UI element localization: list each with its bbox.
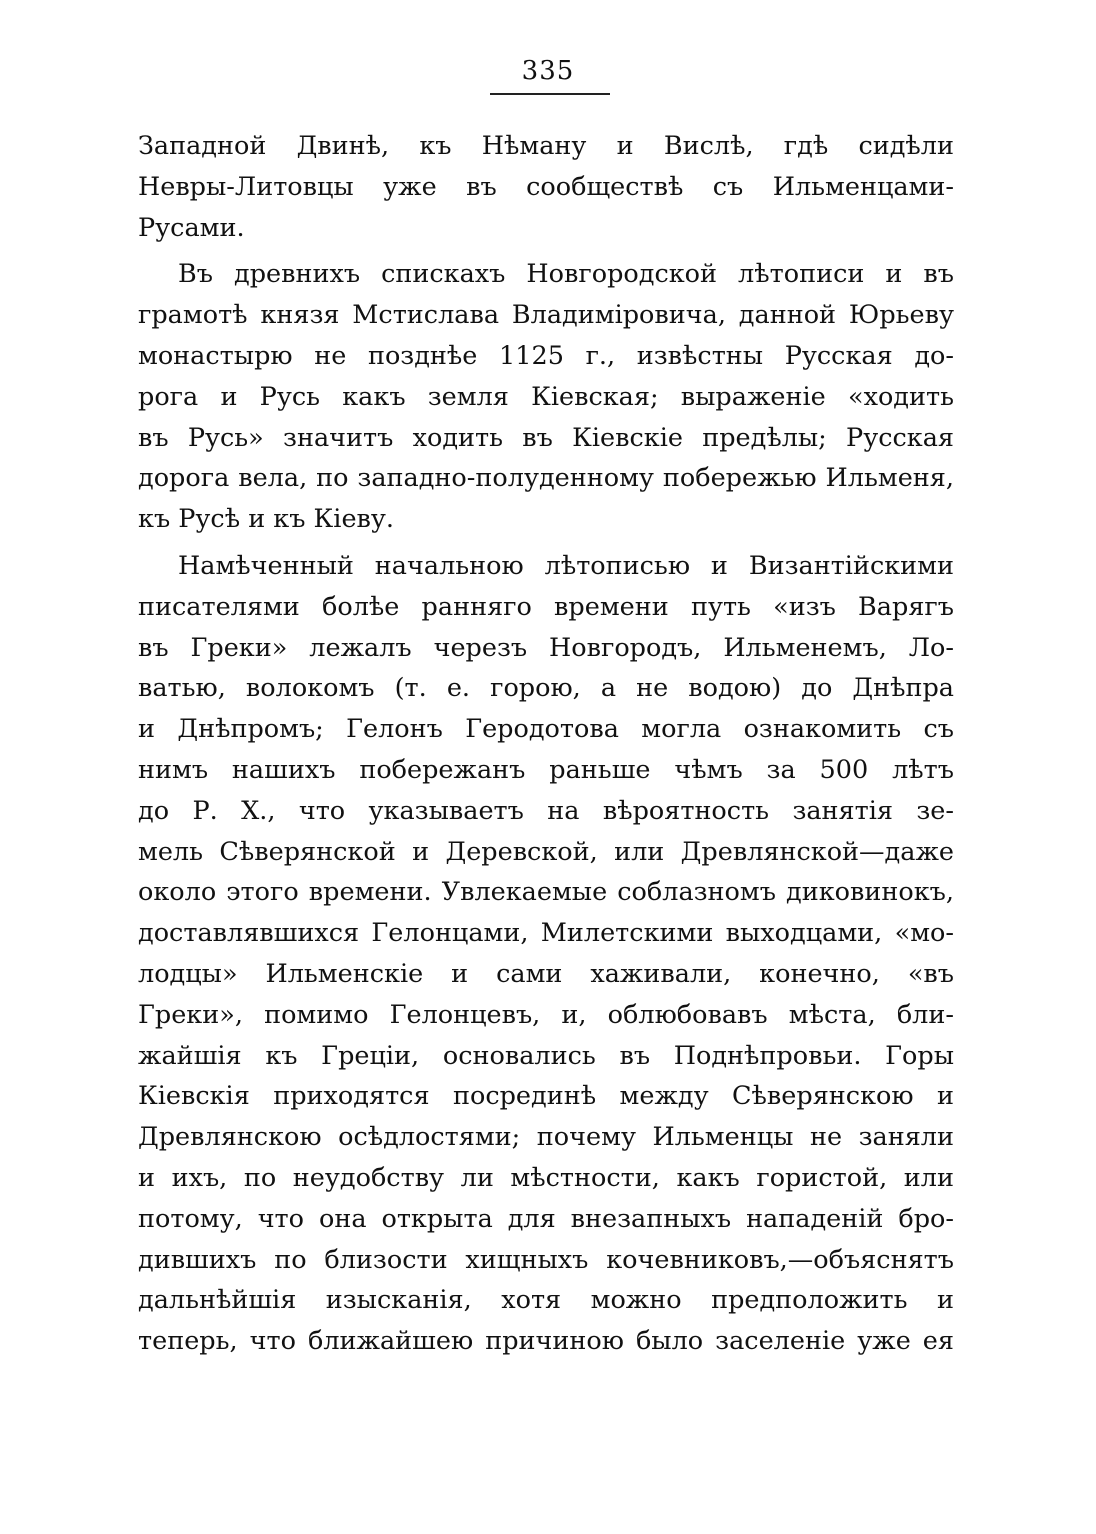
text-line: грамотѣ князя Мстислава Владимiровича, данной Юрьеву [138, 300, 954, 331]
text-line: потому, что она открыта для внезапныхъ нападенiй бро- [138, 1203, 954, 1234]
text-line: доставлявшихся Гелонцами, Милетскими выходцами, «мо- [138, 918, 954, 949]
text-line: въ Греки» лежалъ черезъ Новгородъ, Ильменемъ, Ло- [138, 632, 954, 663]
text-line: монастырю не позднѣе 1125 г., извѣстны Русская до- [138, 340, 954, 371]
text-line: Древлянскою осѣдлостями; почему Ильменцы не заняли [138, 1122, 954, 1153]
text-line: мель Сѣверянской и Деревской, или Древлянской—даже [138, 836, 954, 867]
text-line: къ Русѣ и къ Кiеву. [138, 504, 395, 535]
text-line: Русами. [138, 212, 245, 243]
text-line: въ Русь» значитъ ходить въ Кiевскiе предѣлы; Русская [138, 422, 954, 453]
text-line: дальнѣйшiя изысканiя, хотя можно предположить и [138, 1285, 954, 1316]
text-line: Намѣченный начальною лѣтописью и Византiйскими [178, 550, 954, 581]
text-line: дившихъ по близости хищныхъ кочевниковъ,—объяснятъ [138, 1244, 954, 1275]
text-line: лодцы» Ильменскiе и сами хаживали, конечно, «въ [138, 958, 954, 989]
page-number: 335 [521, 56, 575, 86]
page-number-rule [490, 93, 610, 95]
text-line: Въ древнихъ спискахъ Новгородской лѣтописи и въ [178, 259, 954, 290]
text-line: и ихъ, по неудобству ли мѣстности, какъ гористой, или [138, 1162, 954, 1193]
text-line: ватью, волокомъ (т. е. горою, а не водою) до Днѣпра [138, 673, 954, 704]
text-line: около этого времени. Увлекаемые соблазномъ диковинокъ, [138, 877, 954, 908]
text-line: Западной Двинѣ, къ Нѣману и Вислѣ, гдѣ сидѣли [138, 131, 954, 161]
text-line: Кiевскiя приходятся посрединѣ между Сѣверянскою и [138, 1081, 954, 1112]
text-line: до Р. Х., что указываетъ на вѣроятность занятiя зе- [138, 795, 954, 826]
text-line: писателями болѣе ранняго времени путь «изъ Варягъ [138, 591, 954, 622]
text-line: жайшiя къ Грецiи, основались въ Поднѣпровьи. Горы [138, 1040, 954, 1071]
text-line: рога и Русь какъ земля Кiевская; выраженiе «ходить [138, 381, 954, 412]
paragraph [138, 254, 954, 540]
text-line: Невры-Литовцы уже въ сообществѣ съ Ильменцами- [138, 171, 954, 202]
text-line: дорога вела, по западно-полуденному побережью Ильменя, [138, 463, 954, 494]
paragraph [138, 126, 954, 248]
text-line: и Днѣпромъ; Гелонъ Геродотова могла ознакомить съ [138, 714, 954, 745]
text-line: Греки», помимо Гелонцевъ, и, облюбовавъ мѣста, бли- [138, 999, 954, 1030]
text-line: теперь, что ближайшею причиною было заселенiе уже ея [138, 1326, 954, 1357]
body-text [138, 126, 954, 1362]
paragraph [138, 546, 954, 1362]
text-line: нимъ нашихъ побережанъ раньше чѣмъ за 500 лѣтъ [138, 754, 954, 785]
